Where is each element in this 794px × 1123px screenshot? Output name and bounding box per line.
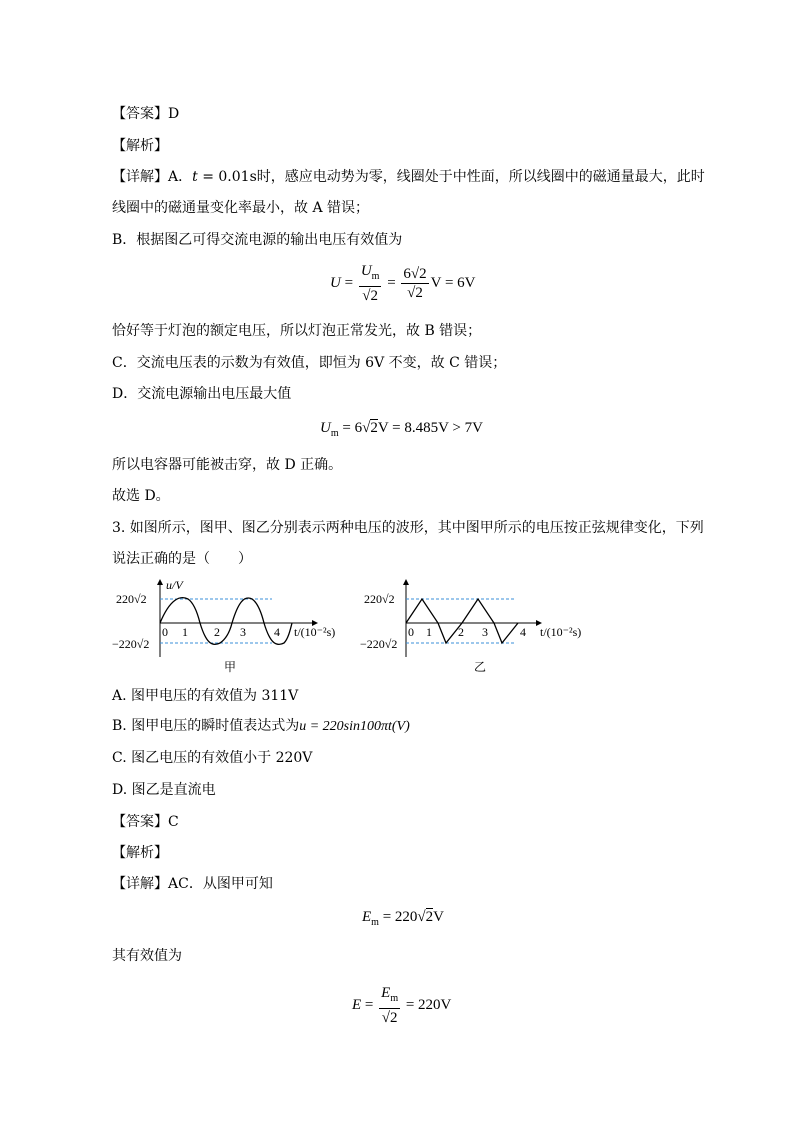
yi-tick-2: 2 xyxy=(458,625,464,639)
eq-equals: = xyxy=(340,274,357,291)
eq2-rad: 2 xyxy=(370,420,378,436)
eq-U: U xyxy=(330,274,341,291)
figure-yi xyxy=(360,575,600,675)
eq4-tail: = 220V xyxy=(402,996,452,1013)
answer-q2: 【答案】D xyxy=(112,106,180,122)
eq3-E: E xyxy=(362,909,372,925)
analysis-heading-q3: 【解析】 xyxy=(112,845,168,861)
eq3-mid: = 220 xyxy=(378,909,418,925)
jia-xlabel: t/(10⁻²s) xyxy=(294,625,336,639)
t-value: = 0.01s xyxy=(197,169,257,185)
jia-y-arrow xyxy=(157,579,163,585)
analysis-heading-q2: 【解析】 xyxy=(112,138,168,154)
q3-option-c: C. 图乙电压的有效值小于 220V xyxy=(112,750,313,766)
eq4-equals: = xyxy=(361,996,378,1013)
num-6: 6 xyxy=(403,266,411,282)
detail-a-prefix: 【详解】A． xyxy=(112,169,193,185)
q3-option-a: A. 图甲电压的有效值为 311V xyxy=(112,688,299,704)
answer-q3: 【答案】C xyxy=(112,814,179,830)
eq-tail: V = 6V xyxy=(430,274,476,291)
eq2-tail: V = 8.485V > 7V xyxy=(377,420,483,436)
equation-effective-e xyxy=(352,984,451,1027)
eq4-sub-m: m xyxy=(390,993,399,1004)
yi-tick-4: 4 xyxy=(520,625,526,639)
frac-em-sqrt2: $\frac{E_m}{√2}$ xyxy=(381,985,399,1026)
eq2-U: U xyxy=(320,420,331,436)
yi-tick-0: 0 xyxy=(408,625,414,639)
equation-max-voltage: $U_m = 6√2V = 8.485V > 7V$ xyxy=(320,420,483,439)
jia-tick-3: 3 xyxy=(240,625,246,639)
yi-tick-3: 3 xyxy=(482,625,488,639)
equation-em: $E_m = 220√2V$ xyxy=(362,909,444,928)
option-b-line: B．根据图乙可得交流电源的输出电压有效值为 xyxy=(112,232,403,248)
choose-line-q2: 故选 D。 xyxy=(112,488,170,504)
yi-ybot: −220√2 xyxy=(360,637,398,651)
q3-option-d: D. 图乙是直流电 xyxy=(112,782,216,798)
jia-tick-2: 2 xyxy=(214,625,220,639)
jia-ylabel: u/V xyxy=(166,578,183,592)
jia-tick-4: 4 xyxy=(274,625,280,639)
option-c-line: C．交流电压表的示数为有效值，即恒为 6V 不变，故 C 错误； xyxy=(112,355,507,371)
q3-option-b-text: B. 图甲电压的瞬时值表达式为 xyxy=(112,718,300,734)
effective-value-line: 其有效值为 xyxy=(112,948,182,964)
equation-effective-voltage: U = $\frac{U_m}{√2}$ = $\frac{6√2}{√2}$ V = 6V xyxy=(330,263,476,304)
eq3-rad: 2 xyxy=(425,909,434,925)
eq2-sub-m: m xyxy=(330,428,339,439)
option-d-line2: 所以电容器可能被击穿，故 D 正确。 xyxy=(112,457,343,473)
yi-tick-1: 1 xyxy=(426,625,432,639)
eq-Um: U xyxy=(360,263,372,279)
sub-m: m xyxy=(371,271,380,282)
option-d-line: D．交流电源输出电压最大值 xyxy=(112,386,292,402)
q3-stem-line1: 3. 如图所示，图甲、图乙分别表示两种电压的波形，其中图甲所示的电压按正弦规律变化，下列 xyxy=(112,520,704,536)
eq2-mid: = 6 xyxy=(338,420,363,436)
detail-a-text: 时，感应电动势为零，线圈处于中性面，所以线圈中的磁通量最大，此时 xyxy=(256,169,705,185)
rad-2: 2 xyxy=(370,288,378,304)
yi-caption: 乙 xyxy=(474,660,487,674)
q3-option-b-expr: u = 220sin100πt(V) xyxy=(299,719,410,734)
jia-ybot: −220√2 xyxy=(112,637,150,651)
jia-ytop: 220√2 xyxy=(116,592,147,606)
jia-caption: 甲 xyxy=(224,660,237,674)
figure-jia xyxy=(112,575,352,675)
jia-tick-0: 0 xyxy=(162,625,168,639)
frac-6sqrt2-sqrt2: $\frac{6√2}{√2}$ xyxy=(403,266,427,301)
yi-y-arrow xyxy=(403,579,409,585)
q3-stem-line2: 说法正确的是（ ） xyxy=(112,551,252,567)
option-b-line2: 恰好等于灯泡的额定电压，所以灯泡正常发光，故 B 错误； xyxy=(112,323,482,339)
eq4-rad: 2 xyxy=(389,1010,398,1026)
var-t: t xyxy=(192,169,198,185)
yi-ytop: 220√2 xyxy=(364,592,395,606)
yi-xlabel: t/(10⁻²s) xyxy=(540,625,582,639)
jia-tick-1: 1 xyxy=(182,625,188,639)
frac-um-sqrt2: $\frac{U_m}{√2}$ xyxy=(360,263,380,304)
eq3-tail: V xyxy=(433,909,444,925)
q3-detail-line: 【详解】AC．从图甲可知 xyxy=(112,876,273,892)
rad-2b: 2 xyxy=(419,266,427,282)
eq3-sub-m: m xyxy=(371,917,379,928)
q3-option-b xyxy=(112,716,410,737)
eq4-E: E xyxy=(352,996,362,1013)
rad-2c: 2 xyxy=(415,285,423,301)
eq4-Em: E xyxy=(381,985,391,1001)
detail-a-line2: 线圈中的磁通量变化率最小，故 A 错误； xyxy=(112,200,370,216)
detail-a-line1 xyxy=(112,167,705,187)
jia-sine-wave xyxy=(160,598,292,645)
